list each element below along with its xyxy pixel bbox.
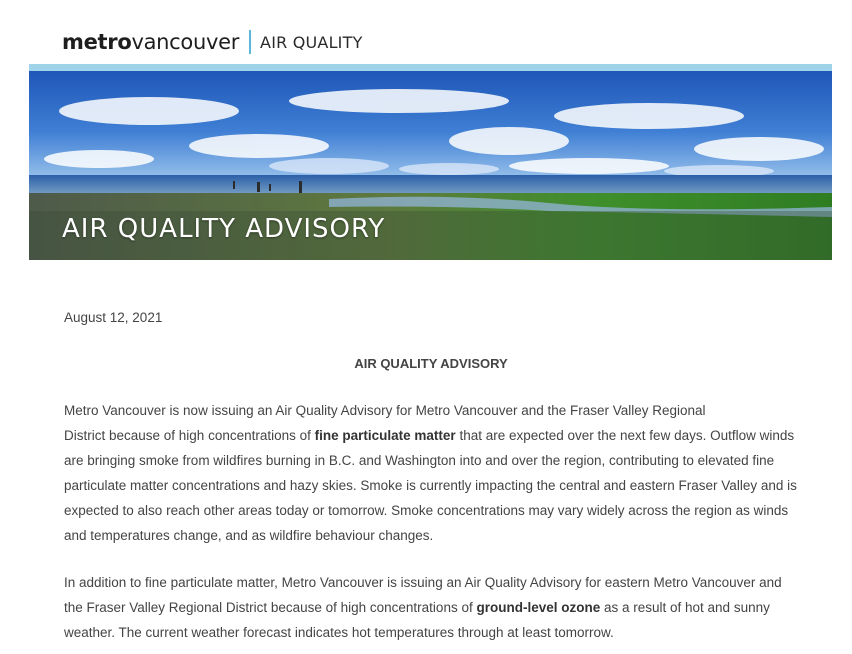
paragraph-1-line-1: Metro Vancouver is now issuing an Air Quality Advisory for Metro Vancouver and the Fraser Valley Regional: [64, 403, 706, 418]
paragraph-1-text-a: District because of high concentrations of: [64, 428, 315, 443]
paragraph-2: [64, 570, 804, 645]
hero-title: AIR QUALITY ADVISORY: [62, 214, 386, 244]
ground-level-ozone-term: ground-level ozone: [476, 600, 601, 615]
logo-brand-bold: metro: [62, 30, 132, 54]
logo-section: AIR QUALITY: [260, 32, 363, 52]
document-date: August 12, 2021: [64, 310, 163, 325]
hero-banner: [29, 64, 832, 260]
paragraph-1-text-c: winds are bringing smoke from wildfires burning in B.C. and Washington into and over the region, contributing to elevated fine particulate matter concentrations and hazy skies. Smoke is currently impacting the central and eastern Fraser Valley and is expected to also reach other areas today or tomorrow. Smoke concentrations may vary widely across the region as winds and temperatures change, and as wildfire behaviour changes.: [64, 428, 797, 543]
paragraph-2-text-a: In addition to fine particulate matter, Metro Vancouver is issuing an Air Quality Advisory for eastern Metro Vancouver and the Fraser Valley Regional District because of high concentrations of: [64, 575, 782, 615]
document-heading: AIR QUALITY ADVISORY: [354, 356, 508, 371]
logo-brand-regular: vancouver: [131, 30, 240, 54]
hero-top-bar: [29, 64, 832, 71]
fine-particulate-matter-term: fine particulate matter: [314, 428, 456, 443]
logo: [62, 26, 363, 58]
paragraph-2-text-b: as a result of hot and sunny weather. The current weather forecast indicates hot temperatures through at least tomorrow.: [64, 600, 770, 640]
paragraph-1-text-b: that are expected over the next few days. Outflow: [455, 428, 756, 443]
paragraph-1: [64, 398, 804, 548]
logo-divider: [249, 30, 251, 54]
